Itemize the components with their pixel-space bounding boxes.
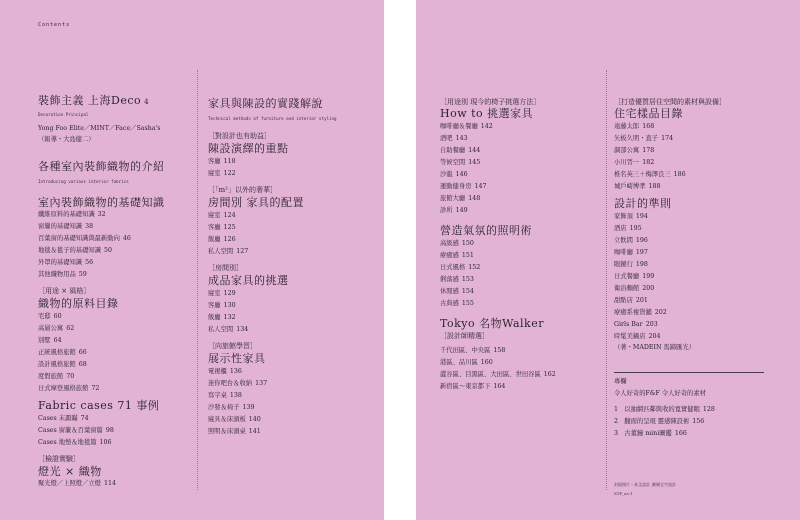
entry-text: 燈光 × 織物 [38, 465, 102, 478]
toc-entry [440, 381, 505, 393]
entry-text: 寢室 [208, 170, 221, 177]
entry-text: ［設計師精選］ [440, 332, 489, 340]
toc-entry [614, 247, 648, 259]
page-number: 174 [661, 135, 674, 142]
entry-text: 新宿區～東京都下 [440, 383, 491, 390]
toc-entry [38, 245, 112, 257]
entry-text: 展示性家具 [208, 352, 266, 365]
toc-entry [208, 300, 236, 312]
entry-text: 遠藤太郎 [614, 123, 640, 130]
toc-entry [614, 223, 642, 235]
toc-entry [440, 157, 480, 169]
toc-entry [208, 210, 236, 222]
entry-text: 矢板久明・直子 [614, 135, 659, 142]
page-number: 140 [248, 416, 261, 423]
entry-text: 高層公寓 [38, 325, 64, 332]
entry-text: 千代田區、中央區 [440, 347, 491, 354]
page-number: 139 [242, 404, 255, 411]
entry-text: 照明＆床頭桌 [208, 428, 246, 435]
page-number: 152 [468, 264, 481, 271]
entry-text: 2 翻面的呈現 靈感陳設術 [614, 418, 690, 425]
entry-text: 療癒感 [440, 252, 459, 259]
entry-text: 寢室 [208, 212, 221, 219]
page-number: 64 [53, 337, 62, 344]
entry-text: ［檢證實驗］ [38, 455, 80, 463]
entry-text: 沙龍 [440, 171, 453, 178]
entry-text: 陳設演繹的重點 [208, 142, 289, 155]
left-page [0, 0, 384, 520]
entry-text: Decoration Principal [38, 112, 89, 117]
entry-text: 房間別 家具的配置 [208, 196, 304, 209]
toc-entry [208, 312, 236, 324]
page-number: 146 [455, 171, 468, 178]
toc-entry [208, 366, 242, 378]
footer-note [614, 491, 633, 497]
toc-entry [208, 234, 236, 246]
toc-entry [38, 425, 114, 437]
entry-text: 咖啡廳＆餐廳 [440, 123, 478, 130]
entry-text: 小川晉一 [614, 159, 640, 166]
entry-text: 立飲間 [614, 237, 633, 244]
page-number: 62 [66, 325, 75, 332]
toc-entry [38, 383, 99, 395]
entry-text: （著・MADEIN 馬蹄匯光） [614, 344, 696, 351]
section-heading [208, 196, 304, 210]
toc-entry [614, 416, 704, 428]
entry-text: 等候空間 [440, 159, 466, 166]
credit-line [614, 343, 695, 353]
toc-entry [208, 426, 261, 438]
page-number: 66 [78, 349, 87, 356]
section-heading [208, 352, 266, 366]
entry-text: 3 古董鐘 mini圖鑑 [614, 430, 672, 437]
entry-text: 別墅 [38, 337, 51, 344]
toc-entry [38, 359, 87, 371]
page-number: 196 [635, 237, 648, 244]
entry-text: 其他織物用品 [38, 271, 76, 278]
entry-text: 營造氣氛的照明術 [440, 224, 532, 237]
toc-entry [614, 121, 654, 133]
section-tag [440, 331, 489, 341]
entry-text: 電視櫃 [208, 368, 227, 375]
page-number: 198 [635, 261, 648, 268]
toc-entry [614, 259, 648, 271]
toc-entry [440, 133, 468, 145]
section-tag [208, 263, 243, 273]
toc-entry [440, 262, 480, 274]
toc-entry [208, 168, 236, 180]
entry-text: 私人空間 [208, 326, 234, 333]
toc-entry [38, 335, 62, 347]
page-number: 4 [144, 98, 150, 106]
entry-text: 診所 [440, 207, 453, 214]
page-number: 32 [97, 211, 106, 218]
page-number: 70 [66, 373, 75, 380]
page-number: 72 [91, 385, 100, 392]
entry-text: 酒吧 [440, 135, 453, 142]
section-heading [208, 274, 289, 288]
column-divider [606, 70, 607, 490]
entry-text: 飯廳 [208, 314, 221, 321]
page-number: 202 [654, 309, 667, 316]
toc-entry [614, 283, 654, 295]
page-number: 164 [493, 383, 506, 390]
page-number: 199 [642, 273, 655, 280]
entry-text: 度假旅館 [38, 373, 64, 380]
section-tag [208, 185, 277, 195]
toc-entry [614, 181, 661, 193]
credit-line [38, 135, 95, 145]
page-number: 132 [223, 314, 236, 321]
page-number: 149 [455, 207, 468, 214]
entry-text: 俐落感 [440, 276, 459, 283]
page-number: 203 [645, 321, 658, 328]
page-number: 138 [229, 392, 242, 399]
toc-entry [208, 414, 261, 426]
toc-entry [614, 295, 648, 307]
page-number: 137 [255, 380, 268, 387]
section-heading [440, 317, 544, 331]
section-heading [38, 160, 165, 174]
entry-text: ［房間別］ [208, 264, 243, 272]
page-number: 197 [635, 249, 648, 256]
page-number: 144 [468, 147, 481, 154]
section-heading [440, 107, 533, 121]
page-number: 150 [461, 240, 474, 247]
page-number: 127 [236, 248, 249, 255]
entry-text: 日式摩登風格旅館 [38, 385, 89, 392]
entry-text: 1 以抽網匹鄰與收的寬實健眠 [614, 406, 700, 413]
entry-text: Cases 末諏瞞 [38, 415, 78, 422]
page-number: 126 [223, 236, 236, 243]
page-number: 98 [105, 427, 114, 434]
column-divider [197, 70, 198, 490]
toc-entry [614, 133, 673, 145]
entry-text: Cases 地墊＆地毯篇 [38, 439, 97, 446]
page-number: 147 [474, 183, 487, 190]
section-heading [614, 107, 683, 121]
entry-text: 設計風格旅館 [38, 361, 76, 368]
section-heading [208, 142, 289, 156]
page-number: 153 [461, 276, 474, 283]
entry-text: Cases 窗簾＆百葉窗篇 [38, 427, 103, 434]
page-number: 68 [78, 361, 87, 368]
page-number: 136 [229, 368, 242, 375]
entry-text: 聚光燈／上照燈／立燈 [38, 480, 101, 487]
entry-text: 正統風格旅館 [38, 349, 76, 356]
toc-entry [38, 413, 89, 425]
section-heading [38, 94, 149, 109]
right-page [416, 0, 800, 520]
contents-label: Contents [38, 22, 71, 28]
entry-text: 運動健身房 [440, 183, 472, 190]
entry-text: 眼鏡行 [614, 261, 633, 268]
entry-text: 港區、品川區 [440, 359, 478, 366]
page-number: 195 [629, 225, 642, 232]
section-subtitle [38, 179, 129, 184]
page-number: 158 [493, 347, 506, 354]
page-number: 154 [461, 288, 474, 295]
entry-text: 椎名英三＋梅澤良三 [614, 171, 671, 178]
page-number: 156 [692, 418, 705, 425]
toc-entry [440, 121, 493, 133]
entry-text: 纖維原料的基礎知識 [38, 211, 95, 218]
page-number: 114 [103, 480, 116, 487]
credit-line [38, 124, 161, 134]
entry-text: 寫字桌 [208, 392, 227, 399]
entry-text: ［「m²」以外的奢華］ [208, 186, 277, 194]
entry-text: 古典感 [440, 300, 459, 307]
entry-text: 家飾頂 [614, 213, 633, 220]
page-number: 194 [635, 213, 648, 220]
page-number: 122 [223, 170, 236, 177]
page-number: 155 [461, 300, 474, 307]
entry-text: ［用途別 現今的椅子挑選方法］ [440, 98, 541, 106]
toc-entry [614, 428, 687, 440]
toc-entry [208, 378, 267, 390]
page-number: 166 [674, 430, 687, 437]
toc-entry [440, 298, 474, 310]
page-number: 60 [53, 313, 62, 320]
page-number: 125 [223, 224, 236, 231]
section-subtitle [208, 116, 337, 121]
section-tag [614, 97, 726, 107]
entry-text: 客廳 [208, 158, 221, 165]
page-number: 182 [642, 159, 655, 166]
section-heading [38, 297, 119, 311]
entry-text: 城戶崎博孝 [614, 183, 646, 190]
toc-entry [440, 274, 474, 286]
entry-text: ［對設計也有助益］ [208, 132, 271, 140]
toc-entry [38, 257, 93, 269]
page-number: 145 [468, 159, 481, 166]
section-heading [38, 196, 165, 210]
entry-text: 酒店 [614, 225, 627, 232]
entry-text: Technical methods of furniture and interior styling [208, 116, 337, 121]
toc-entry [614, 404, 715, 416]
page-number: 38 [85, 223, 94, 230]
toc-entry [38, 323, 74, 335]
entry-text: 地毯＆毯子的基礎知識 [38, 247, 101, 254]
toc-entry [208, 324, 248, 336]
entry-text: 迷你吧台＆收納 [208, 380, 253, 387]
entry-text: Yong Foo Elite／MINT／Face／Sasha's [38, 125, 161, 132]
page-number: 160 [480, 359, 493, 366]
entry-text: 客廳 [208, 302, 221, 309]
page-number: 168 [642, 123, 655, 130]
entry-text: STF_as-1 [614, 491, 633, 496]
page-number: 143 [455, 135, 468, 142]
toc-entry [614, 235, 648, 247]
entry-text: 寢具＆床頭板 [208, 416, 246, 423]
toc-entry [614, 211, 648, 223]
page-number: 56 [85, 259, 94, 266]
entry-text: 沙發＆椅子 [208, 404, 240, 411]
entry-text: 衛浴麵館 [614, 285, 640, 292]
entry-text: Tokyo 名物Walker [440, 317, 544, 330]
entry-text: 專欄 [614, 378, 627, 385]
page-number: 59 [78, 271, 87, 278]
toc-entry [38, 269, 87, 281]
page-number: 148 [468, 195, 481, 202]
entry-text: 客廳 [208, 224, 221, 231]
entry-text: 時髦美鍋店 [614, 333, 646, 340]
entry-text: 織物的原料目錄 [38, 297, 119, 310]
toc-entry [208, 390, 242, 402]
toc-entry [614, 376, 627, 388]
entry-text: 高級感 [440, 240, 459, 247]
page-number: 74 [80, 415, 89, 422]
toc-entry [614, 319, 658, 331]
page-number: 124 [223, 212, 236, 219]
toc-entry [440, 369, 556, 381]
toc-entry [208, 156, 236, 168]
toc-entry [614, 388, 706, 400]
page-number: 204 [648, 333, 661, 340]
page-number: 118 [223, 158, 236, 165]
toc-entry [38, 347, 87, 359]
page-number: 134 [236, 326, 249, 333]
entry-text: 療癒系複貨舖 [614, 309, 652, 316]
toc-entry [208, 222, 236, 234]
entry-text: Fabric cases 71 事例 [38, 399, 160, 412]
entry-text: 室內裝飾織物的基礎知識 [38, 196, 165, 209]
page-number: 201 [635, 297, 648, 304]
toc-entry [38, 209, 106, 221]
entry-text: 窗簾的基礎知識 [38, 223, 83, 230]
entry-text: 宅邸 [38, 313, 51, 320]
entry-text: 各種室內裝飾織物的介紹 [38, 160, 165, 173]
entry-text: 日式餐廳 [614, 273, 640, 280]
entry-text: 調部公寓 [614, 147, 640, 154]
toc-entry [38, 478, 116, 490]
page-number: 151 [461, 252, 474, 259]
footer-note [614, 482, 676, 488]
entry-text: 咖啡廳 [614, 249, 633, 256]
entry-text: 旅館大廳 [440, 195, 466, 202]
entry-text: 私人空間 [208, 248, 234, 255]
toc-entry [38, 371, 74, 383]
section-subtitle [38, 112, 88, 117]
entry-text: 成品家具的挑選 [208, 274, 289, 287]
page-number: 128 [702, 406, 715, 413]
entry-text: ［用途 × 風格］ [38, 287, 91, 295]
toc-entry [440, 238, 474, 250]
page-number: 50 [103, 247, 112, 254]
column-rule [614, 372, 764, 373]
entry-text: ［打造優質居住空間的素材與設備］ [614, 98, 726, 106]
entry-text: 自助餐廳 [440, 147, 466, 154]
page-number: 106 [99, 439, 112, 446]
section-heading [440, 224, 532, 238]
page-number: 188 [648, 183, 661, 190]
toc-entry [440, 345, 505, 357]
section-tag [208, 131, 271, 141]
page-number: 200 [642, 285, 655, 292]
toc-entry [614, 169, 686, 181]
toc-entry [440, 205, 468, 217]
entry-text: 住宅樣品目錄 [614, 107, 683, 120]
page-number: 186 [673, 171, 686, 178]
page-number: 46 [122, 235, 131, 242]
toc-entry [440, 181, 487, 193]
entry-text: 甜點店 [614, 297, 633, 304]
toc-entry [614, 307, 667, 319]
entry-text: （報導・大島健二） [38, 136, 95, 143]
toc-entry [614, 331, 661, 343]
section-tag [38, 454, 80, 464]
entry-text: 裝飾主義 上海Deco [38, 94, 142, 107]
section-tag [440, 97, 540, 107]
entry-text: 日式風格 [440, 264, 466, 271]
toc-entry [614, 271, 654, 283]
entry-text: 家具與陳設的實踐解說 [208, 97, 323, 110]
section-heading [38, 399, 159, 413]
entry-text: Introducing various interior fabrics [38, 179, 129, 184]
toc-entry [440, 169, 468, 181]
entry-text: 澀谷區、目黑區、大田區、世田谷區 [440, 371, 541, 378]
entry-text: 封面照片・本文設計_漸層全字設計 [614, 482, 676, 487]
toc-entry [440, 145, 480, 157]
entry-text: Girls Bar [614, 321, 643, 328]
toc-entry [440, 357, 493, 369]
entry-text: 令人好奇的F&F 令人好奇的素材 [614, 390, 706, 397]
toc-entry [38, 311, 62, 323]
toc-entry [440, 286, 474, 298]
entry-text: 飯廳 [208, 236, 221, 243]
page-number: 178 [642, 147, 655, 154]
toc-entry [614, 157, 654, 169]
page-number: 130 [223, 302, 236, 309]
section-tag [38, 286, 90, 296]
section-heading [208, 97, 323, 111]
toc-entry [440, 250, 474, 262]
entry-text: 設計的準則 [614, 197, 672, 210]
entry-text: 外罩的基礎知識 [38, 259, 83, 266]
entry-text: How to 挑選家具 [440, 107, 534, 120]
toc-entry [208, 246, 248, 258]
page-number: 142 [480, 123, 493, 130]
entry-text: 寢室 [208, 290, 221, 297]
entry-text: 休閒感 [440, 288, 459, 295]
toc-entry [38, 437, 112, 449]
entry-text: ［向旅館學習］ [208, 342, 257, 350]
entry-text: 百葉窗的基礎知識與最新動向 [38, 235, 120, 242]
section-heading [614, 197, 672, 211]
page-number: 162 [543, 371, 556, 378]
page-number: 141 [248, 428, 261, 435]
section-tag [208, 341, 257, 351]
toc-entry [440, 193, 480, 205]
section-heading [38, 465, 102, 479]
toc-entry [614, 145, 654, 157]
toc-entry [208, 288, 236, 300]
page-number: 129 [223, 290, 236, 297]
toc-entry [38, 221, 93, 233]
toc-entry [38, 233, 131, 245]
toc-entry [208, 402, 255, 414]
